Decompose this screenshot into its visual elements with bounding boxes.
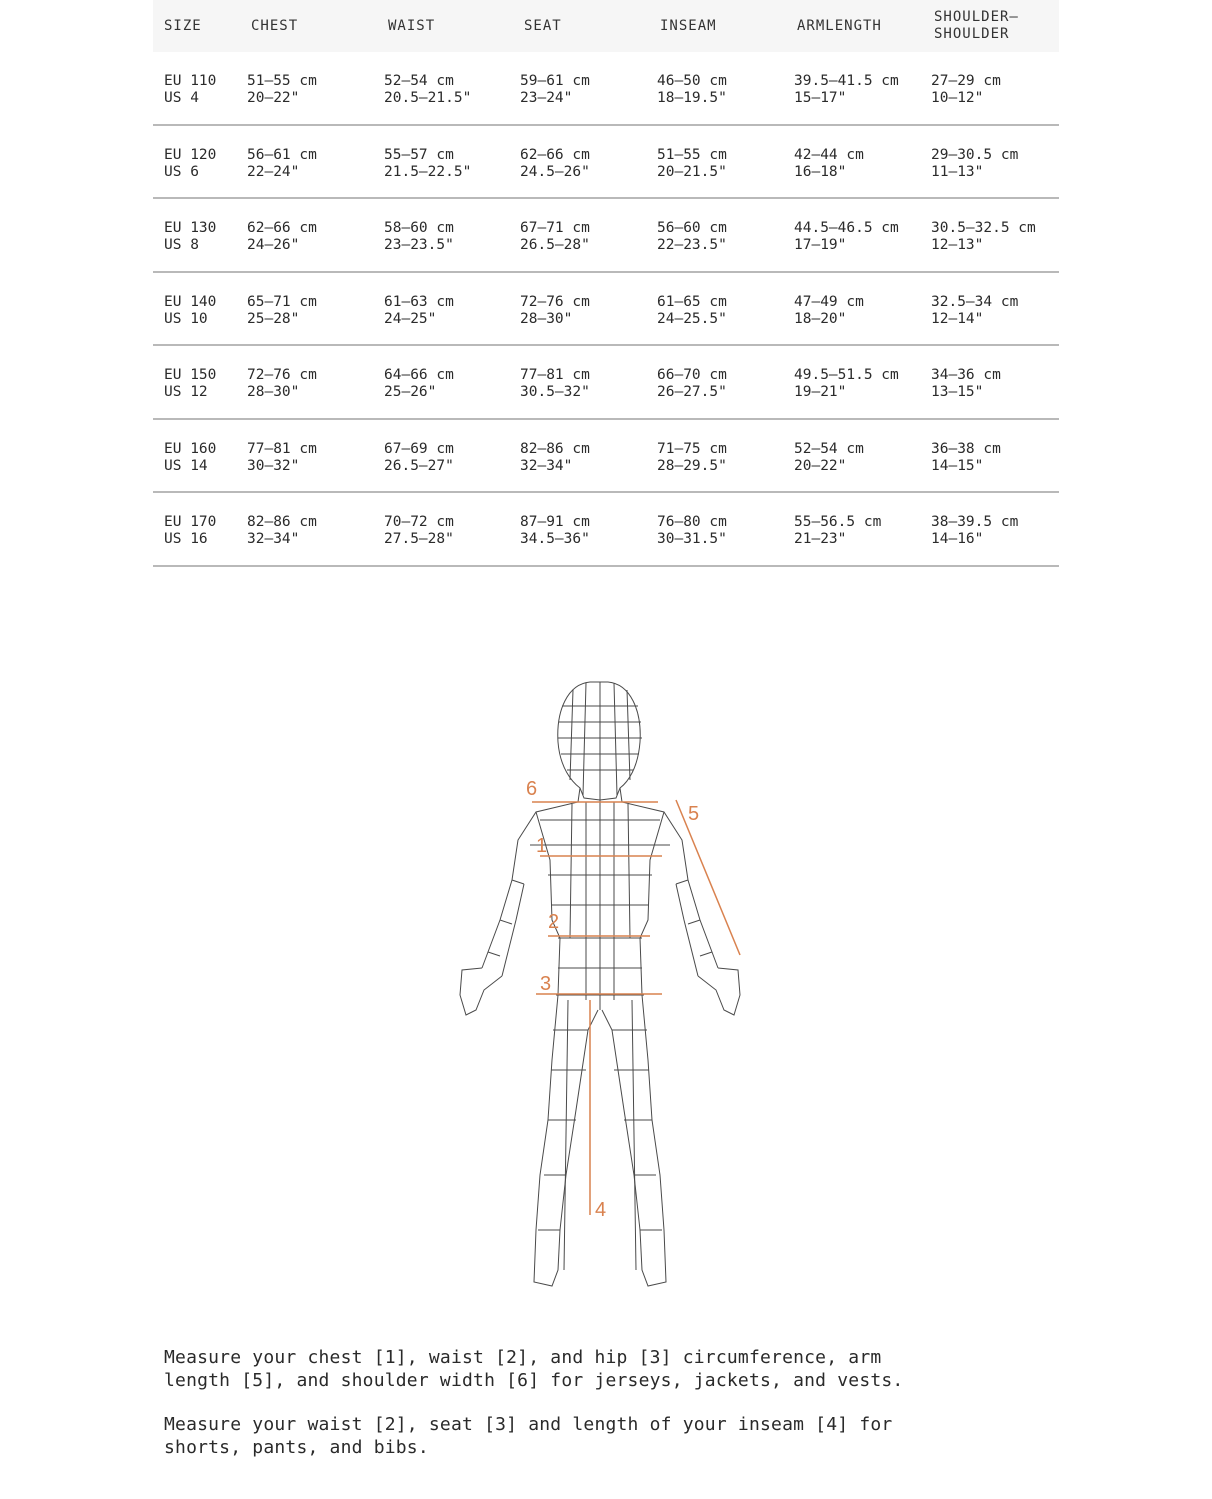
cell-secondary: US 10 — [164, 310, 208, 327]
cell-primary: 64–66 cm — [384, 367, 454, 383]
cell-secondary: 12–13" — [931, 237, 984, 253]
cell-primary: 67–69 cm — [384, 440, 454, 457]
table-cell — [657, 147, 727, 181]
table-cell — [247, 73, 317, 107]
cell-secondary: 20–22" — [247, 90, 300, 106]
table-cell — [931, 441, 1001, 475]
cell-primary: 61–63 cm — [384, 293, 454, 310]
table-row — [153, 126, 1059, 200]
table-cell — [164, 294, 216, 328]
cell-primary: 39.5–41.5 cm — [794, 73, 899, 89]
cell-primary: 49.5–51.5 cm — [794, 367, 899, 383]
cell-primary: 56–60 cm — [657, 220, 727, 236]
table-header — [153, 0, 1059, 52]
table-cell — [247, 367, 317, 401]
table-cell — [164, 220, 216, 254]
cell-primary: 76–80 cm — [657, 514, 727, 530]
table-cell — [384, 294, 454, 328]
cell-secondary: 26.5–28" — [520, 237, 590, 253]
size-chart-table — [153, 0, 1059, 567]
cell-primary: 65–71 cm — [247, 293, 317, 310]
cell-secondary: 30–32" — [247, 457, 300, 474]
table-cell — [931, 367, 1001, 401]
table-cell — [931, 73, 1001, 107]
cell-primary: 59–61 cm — [520, 73, 590, 89]
marker-1: 1 — [536, 835, 548, 857]
cell-secondary: 27.5–28" — [384, 531, 454, 547]
cell-secondary: 20.5–21.5" — [384, 90, 472, 106]
table-row — [153, 420, 1059, 494]
cell-secondary: 22–24" — [247, 163, 300, 180]
cell-secondary: 30–31.5" — [657, 531, 727, 547]
table-cell — [657, 367, 727, 401]
cell-secondary: 18–19.5" — [657, 90, 727, 106]
table-cell — [384, 514, 454, 548]
header-size: SIZE — [164, 17, 202, 34]
table-cell — [164, 147, 216, 181]
cell-primary: 30.5–32.5 cm — [931, 220, 1036, 236]
cell-primary: EU 160 — [164, 440, 217, 457]
cell-secondary: US 14 — [164, 457, 208, 474]
table-cell — [247, 147, 317, 181]
table-cell — [384, 220, 454, 254]
table-cell — [384, 73, 471, 107]
marker-2: 2 — [548, 911, 560, 933]
instructions-bottoms: Measure your waist [2], seat [3] and length of your inseam [4] for shorts, pants, and bibs. — [164, 1414, 893, 1458]
cell-primary: 62–66 cm — [247, 220, 317, 236]
cell-primary: 71–75 cm — [657, 440, 727, 457]
cell-primary: 55–57 cm — [384, 146, 454, 163]
cell-primary: EU 120 — [164, 146, 217, 163]
cell-primary: 72–76 cm — [247, 367, 317, 383]
cell-secondary: 22–23.5" — [657, 237, 727, 253]
table-cell — [164, 514, 216, 548]
table-cell — [520, 441, 590, 475]
cell-secondary: 28–30" — [247, 384, 300, 400]
cell-primary: 47–49 cm — [794, 293, 864, 310]
cell-primary: 67–71 cm — [520, 220, 590, 236]
table-cell — [247, 514, 317, 548]
table-cell — [794, 220, 899, 254]
cell-secondary: US 8 — [164, 237, 199, 253]
table-cell — [794, 73, 899, 107]
table-row — [153, 493, 1059, 567]
marker-6: 6 — [526, 778, 538, 800]
measurement-instructions — [164, 1347, 924, 1481]
header-chest: CHEST — [251, 17, 299, 34]
cell-secondary: 20–21.5" — [657, 163, 727, 180]
cell-secondary: 28–29.5" — [657, 457, 727, 474]
cell-primary: 55–56.5 cm — [794, 514, 882, 530]
table-row — [153, 52, 1059, 126]
cell-secondary: 13–15" — [931, 384, 984, 400]
cell-primary: 77–81 cm — [520, 367, 590, 383]
cell-secondary: US 4 — [164, 90, 199, 106]
cell-primary: EU 140 — [164, 293, 217, 310]
marker-3: 3 — [540, 973, 552, 995]
cell-secondary: 25–28" — [247, 310, 300, 327]
cell-primary: 66–70 cm — [657, 367, 727, 383]
cell-secondary: 17–19" — [794, 237, 847, 253]
cell-primary: 52–54 cm — [384, 73, 454, 89]
table-cell — [657, 441, 727, 475]
cell-primary: EU 170 — [164, 514, 217, 530]
cell-secondary: 26–27.5" — [657, 384, 727, 400]
table-cell — [931, 294, 1018, 328]
cell-secondary: 24.5–26" — [520, 163, 590, 180]
cell-primary: 58–60 cm — [384, 220, 454, 236]
cell-primary: 70–72 cm — [384, 514, 454, 530]
cell-secondary: 12–14" — [931, 310, 984, 327]
cell-secondary: 19–21" — [794, 384, 847, 400]
table-row — [153, 199, 1059, 273]
cell-primary: 77–81 cm — [247, 440, 317, 457]
cell-primary: 61–65 cm — [657, 293, 727, 310]
header-armlength: ARMLENGTH — [797, 17, 882, 34]
cell-secondary: 24–25" — [384, 310, 437, 327]
cell-secondary: 14–15" — [931, 457, 984, 474]
cell-secondary: 23–23.5" — [384, 237, 454, 253]
cell-secondary: 18–20" — [794, 310, 847, 327]
cell-secondary: 16–18" — [794, 163, 847, 180]
cell-secondary: US 6 — [164, 163, 199, 180]
table-cell — [164, 367, 216, 401]
table-cell — [520, 147, 590, 181]
cell-primary: 42–44 cm — [794, 146, 864, 163]
cell-secondary: US 16 — [164, 531, 208, 547]
header-inseam: INSEAM — [660, 17, 717, 34]
table-body — [153, 52, 1059, 567]
table-cell — [384, 147, 471, 181]
body-measurement-figure — [440, 670, 760, 1300]
cell-primary: 34–36 cm — [931, 367, 1001, 383]
cell-secondary: 32–34" — [247, 531, 300, 547]
table-cell — [794, 294, 864, 328]
marker-5: 5 — [688, 803, 700, 825]
cell-primary: 82–86 cm — [247, 514, 317, 530]
table-cell — [931, 147, 1018, 181]
cell-secondary: 26.5–27" — [384, 457, 454, 474]
marker-4: 4 — [595, 1199, 607, 1221]
table-cell — [657, 514, 727, 548]
table-cell — [520, 367, 590, 401]
cell-secondary: 25–26" — [384, 384, 437, 400]
cell-primary: 51–55 cm — [657, 146, 727, 163]
cell-primary: 56–61 cm — [247, 146, 317, 163]
cell-secondary: 21–23" — [794, 531, 847, 547]
cell-secondary: 24–25.5" — [657, 310, 727, 327]
table-cell — [247, 220, 317, 254]
measurement-lines — [532, 800, 740, 1215]
table-cell — [384, 367, 454, 401]
cell-secondary: 34.5–36" — [520, 531, 590, 547]
cell-primary: 38–39.5 cm — [931, 514, 1019, 530]
cell-primary: 44.5–46.5 cm — [794, 220, 899, 236]
table-cell — [931, 220, 1036, 254]
cell-primary: 72–76 cm — [520, 293, 590, 310]
table-cell — [520, 294, 590, 328]
cell-secondary: 20–22" — [794, 457, 847, 474]
cell-primary: 27–29 cm — [931, 73, 1001, 89]
cell-primary: 36–38 cm — [931, 440, 1001, 457]
cell-primary: 62–66 cm — [520, 146, 590, 163]
table-cell — [520, 220, 590, 254]
table-cell — [520, 514, 590, 548]
arm-measure-line — [676, 800, 740, 955]
table-cell — [657, 220, 727, 254]
cell-secondary: 15–17" — [794, 90, 847, 106]
cell-secondary: 28–30" — [520, 310, 573, 327]
table-cell — [657, 294, 727, 328]
table-row — [153, 273, 1059, 347]
table-cell — [794, 367, 899, 401]
cell-primary: 82–86 cm — [520, 440, 590, 457]
table-cell — [931, 514, 1018, 548]
cell-secondary: 23–24" — [520, 90, 573, 106]
table-cell — [247, 294, 317, 328]
cell-secondary: 30.5–32" — [520, 384, 590, 400]
cell-secondary: 10–12" — [931, 90, 984, 106]
table-cell — [794, 441, 864, 475]
header-waist: WAIST — [388, 17, 436, 34]
header-seat: SEAT — [524, 17, 562, 34]
cell-primary: EU 150 — [164, 367, 217, 383]
cell-primary: 87–91 cm — [520, 514, 590, 530]
cell-secondary: 11–13" — [931, 163, 984, 180]
table-cell — [164, 441, 216, 475]
table-cell — [384, 441, 454, 475]
cell-primary: EU 110 — [164, 73, 217, 89]
table-cell — [247, 441, 317, 475]
table-cell — [164, 73, 216, 107]
cell-secondary: 21.5–22.5" — [384, 163, 472, 180]
instructions-tops: Measure your chest [1], waist [2], and hip [3] circumference, arm length [5], and shoulder width [6] for jerseys, jackets, and vests. — [164, 1347, 904, 1391]
cell-primary: 46–50 cm — [657, 73, 727, 89]
cell-primary: 51–55 cm — [247, 73, 317, 89]
table-cell — [794, 514, 881, 548]
cell-secondary: 32–34" — [520, 457, 573, 474]
cell-secondary: 24–26" — [247, 237, 300, 253]
table-cell — [520, 73, 590, 107]
table-row — [153, 346, 1059, 420]
cell-secondary: 14–16" — [931, 531, 984, 547]
mannequin-wireframe — [460, 682, 740, 1286]
table-cell — [794, 147, 864, 181]
cell-primary: 32.5–34 cm — [931, 293, 1019, 310]
cell-primary: 52–54 cm — [794, 440, 864, 457]
header-shoulder: SHOULDER– SHOULDER — [934, 9, 1019, 42]
cell-secondary: US 12 — [164, 384, 208, 400]
table-cell — [657, 73, 727, 107]
cell-primary: 29–30.5 cm — [931, 146, 1019, 163]
cell-primary: EU 130 — [164, 220, 217, 236]
